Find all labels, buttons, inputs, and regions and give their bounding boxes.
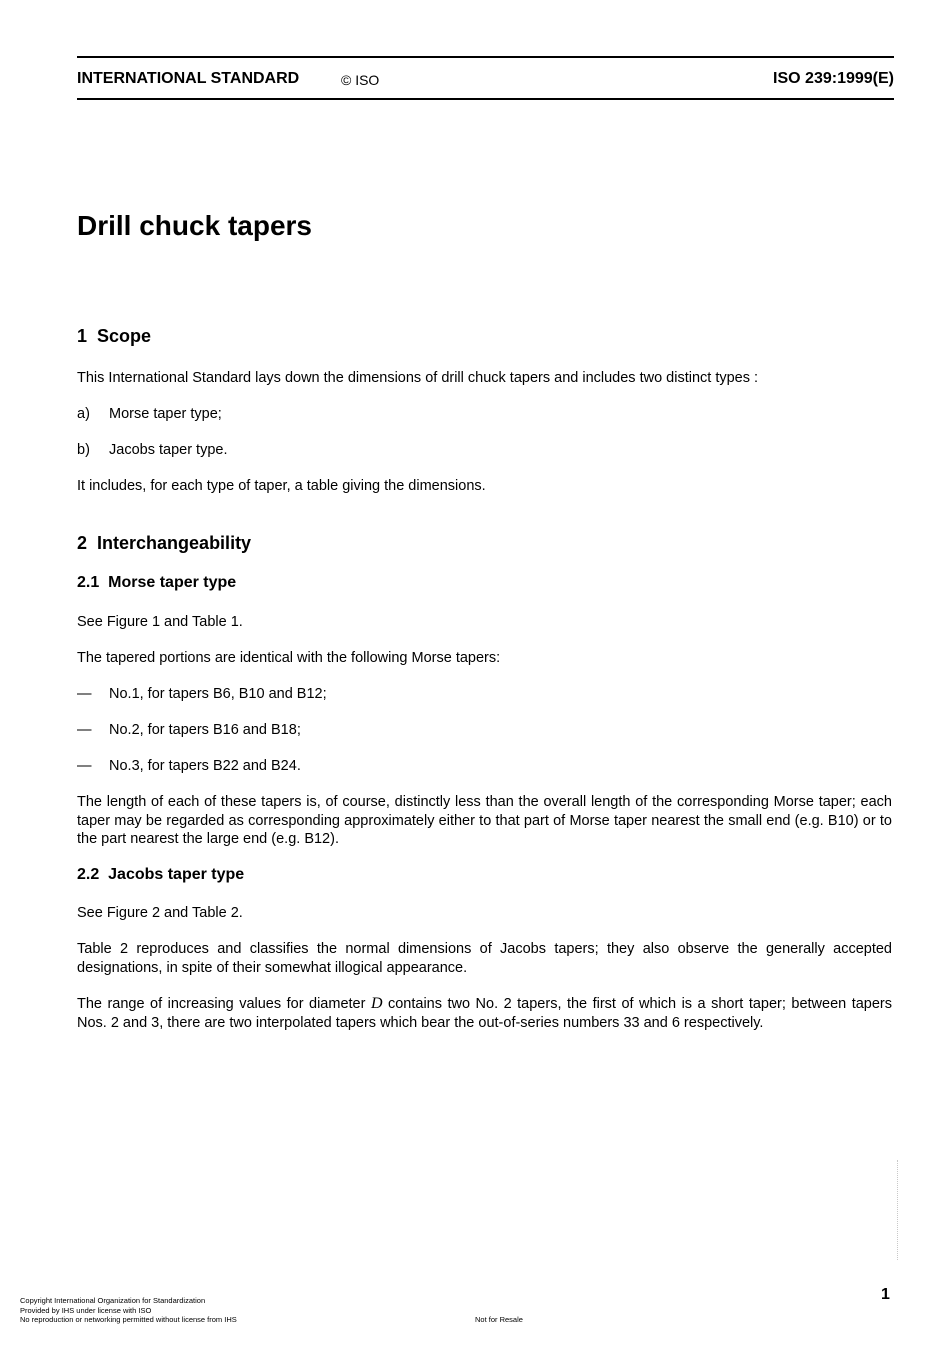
scope-intro: This International Standard lays down the dimensions of drill chuck tapers and includes two distinct types :	[77, 370, 759, 386]
section-1-heading	[77, 326, 151, 347]
list-marker: —	[77, 758, 92, 774]
paragraph: The length of each of these tapers is, of course, distinctly less than the overall length of the corresponding Morse taper; each taper may be regarded as corresponding approximately either to that part of Morse taper nearest the small end (e.g. B10) or to the part nearest the large end (e.g. B12).	[77, 794, 892, 847]
header-standard-label: INTERNATIONAL STANDARD	[77, 70, 300, 87]
section-title: Interchangeability	[97, 533, 252, 553]
scope-closing: It includes, for each type of taper, a table giving the dimensions.	[77, 478, 486, 494]
header-bottom-rule	[77, 98, 894, 100]
list-text: No.1, for tapers B6, B10 and B12;	[109, 686, 327, 702]
document-title: Drill chuck tapers	[77, 210, 312, 241]
list-marker: —	[77, 722, 92, 738]
paragraph	[77, 995, 892, 1032]
footer-line: Copyright International Organization for Standardization	[20, 1296, 206, 1305]
subsection-2-1-heading	[77, 574, 236, 592]
page-number: 1	[881, 1286, 890, 1303]
copyright-footer	[20, 1296, 237, 1325]
section-2-heading	[77, 533, 251, 554]
subsection-2-2-heading	[77, 866, 244, 884]
paragraph: Table 2 reproduces and classifies the normal dimensions of Jacobs tapers; they also observe the generally accepted designations, in spite of their somewhat illogical appearance.	[77, 941, 892, 976]
list-marker: a)	[77, 406, 90, 422]
section-number: 1	[77, 326, 88, 346]
subsection-number: 2.2	[77, 866, 100, 883]
list-text: No.2, for tapers B16 and B18;	[109, 722, 301, 738]
header-copyright: © ISO	[341, 72, 380, 88]
not-for-resale-notice: Not for Resale	[475, 1315, 523, 1324]
footer-line: Provided by IHS under license with ISO	[20, 1305, 152, 1315]
diameter-symbol: D	[370, 995, 383, 1012]
section-number: 2	[77, 533, 88, 553]
section-title: Scope	[97, 326, 152, 346]
paragraph: See Figure 2 and Table 2.	[77, 905, 243, 921]
header-top-rule	[77, 56, 894, 58]
list-text: Morse taper type;	[109, 406, 222, 422]
header-document-id: ISO 239:1999(E)	[773, 70, 894, 87]
subsection-number: 2.1	[77, 574, 100, 591]
paragraph-text: contains two No. 2 tapers, the first of which is a short taper; between tapers Nos. 2 and 3, there are two interpolated tapers which bear the out-of-series numbers 33 and 6 respectively.	[77, 996, 892, 1031]
list-text: Jacobs taper type.	[109, 442, 228, 458]
footer-line: No reproduction or networking permitted without license from IHS	[20, 1315, 237, 1324]
subsection-title: Jacobs taper type	[108, 866, 245, 883]
paragraph-text: The range of increasing values for diameter	[77, 996, 371, 1012]
list-marker: b)	[77, 442, 90, 458]
list-text: No.3, for tapers B22 and B24.	[109, 758, 301, 774]
list-marker: —	[77, 686, 92, 702]
paragraph: See Figure 1 and Table 1.	[77, 614, 243, 630]
subsection-title: Morse taper type	[108, 574, 237, 591]
paragraph: The tapered portions are identical with the following Morse tapers:	[77, 650, 501, 666]
margin-scan-marks	[897, 1160, 901, 1260]
